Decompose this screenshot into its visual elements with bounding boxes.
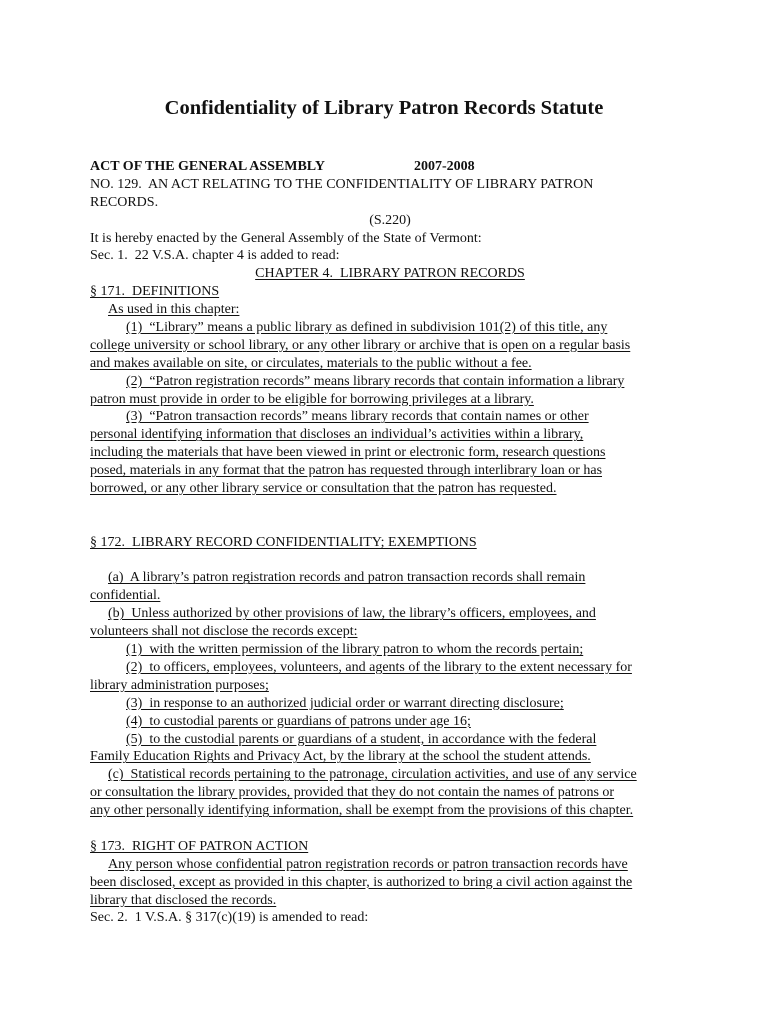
patron-action-line: Any person whose confidential patron registration records or patron transaction records have: [108, 856, 628, 872]
definition-line: college university or school library, or any other library or archive that is open on a regular basis: [90, 337, 631, 353]
exception-line: (4) to custodial parents or guardians of patrons under age 16;: [126, 713, 471, 729]
bill-number: (S.220): [369, 212, 411, 228]
act-year: 2007-2008: [414, 159, 475, 174]
definition-line: including the materials that have been viewed in print or electronic form, research questions: [90, 445, 606, 461]
definition-line: (2) “Patron registration records” means library records that contain information a library: [126, 373, 625, 389]
subsection-line: (c) Statistical records pertaining to the patronage, circulation activities, and use of any service: [108, 767, 637, 783]
subsection-line: (a) A library’s patron registration records and patron transaction records shall remain: [108, 570, 586, 586]
exception-line: (5) to the custodial parents or guardians of a student, in accordance with the federal: [126, 731, 597, 747]
subsection-line: volunteers shall not disclose the records except:: [90, 624, 358, 640]
exception-line: (2) to officers, employees, volunteers, and agents of the library to the extent necessary for: [126, 659, 632, 675]
exception-line: (1) with the written permission of the library patron to whom the records pertain;: [126, 642, 584, 658]
definition-line: patron must provide in order to be eligible for borrowing privileges at a library.: [90, 391, 534, 407]
patron-action-line: been disclosed, except as provided in this chapter, is authorized to bring a civil action against the: [90, 874, 633, 890]
exception-line: (3) in response to an authorized judicial order or warrant directing disclosure;: [126, 695, 564, 711]
definition-line: (3) “Patron transaction records” means library records that contain names or other: [126, 409, 589, 425]
subsection-line: any other personally identifying information, shall be exempt from the provisions of this chapter.: [90, 803, 634, 819]
definition-line: and makes available on site, or circulates, materials to the public without a fee.: [90, 355, 532, 371]
spacer: [90, 552, 690, 570]
section-173-heading: § 173. RIGHT OF PATRON ACTION: [90, 838, 309, 854]
definition-line: posed, materials in any format that the patron has requested through interlibrary loan or has: [90, 463, 603, 479]
patron-action-line: library that disclosed the records.: [90, 892, 277, 908]
subsection-line: (b) Unless authorized by other provisions of law, the library’s officers, employees, and: [108, 606, 596, 622]
act-number-line: RECORDS.: [90, 194, 159, 210]
enactment-clause: It is hereby enacted by the General Assembly of the State of Vermont:: [90, 230, 482, 246]
chapter-heading: CHAPTER 4. LIBRARY PATRON RECORDS: [255, 266, 525, 282]
spacer: [90, 516, 690, 534]
definition-line: personal identifying information that discloses an individual’s activities within a library,: [90, 427, 584, 443]
definition-line: (1) “Library” means a public library as defined in subdivision 101(2) of this title, any: [126, 320, 608, 336]
act-heading: ACT OF THE GENERAL ASSEMBLY: [90, 159, 325, 174]
document-title: Confidentiality of Library Patron Records Statute: [164, 97, 604, 119]
statute-body: [90, 158, 690, 927]
exception-line: library administration purposes;: [90, 677, 269, 693]
definition-line: borrowed, or any other library service or consultation that the patron has requested.: [90, 481, 557, 497]
subsection-line: or consultation the library provides, provided that they do not contain the names of patrons or: [90, 785, 615, 801]
spacer: [90, 498, 690, 516]
section-1-intro: Sec. 1. 22 V.S.A. chapter 4 is added to read:: [90, 248, 340, 264]
subsection-line: confidential.: [90, 588, 161, 604]
section-172-heading: § 172. LIBRARY RECORD CONFIDENTIALITY; EXEMPTIONS: [90, 534, 477, 550]
exception-line: Family Education Rights and Privacy Act, by the library at the school the student attends.: [90, 749, 591, 765]
act-heading-line: [90, 158, 690, 176]
section-2-intro: Sec. 2. 1 V.S.A. § 317(c)(19) is amended to read:: [90, 910, 369, 926]
section-171-heading: § 171. DEFINITIONS: [90, 284, 220, 300]
spacer: [90, 820, 690, 838]
act-number-line: NO. 129. AN ACT RELATING TO THE CONFIDENTIALITY OF LIBRARY PATRON: [90, 176, 594, 192]
definitions-intro: As used in this chapter:: [108, 302, 240, 318]
